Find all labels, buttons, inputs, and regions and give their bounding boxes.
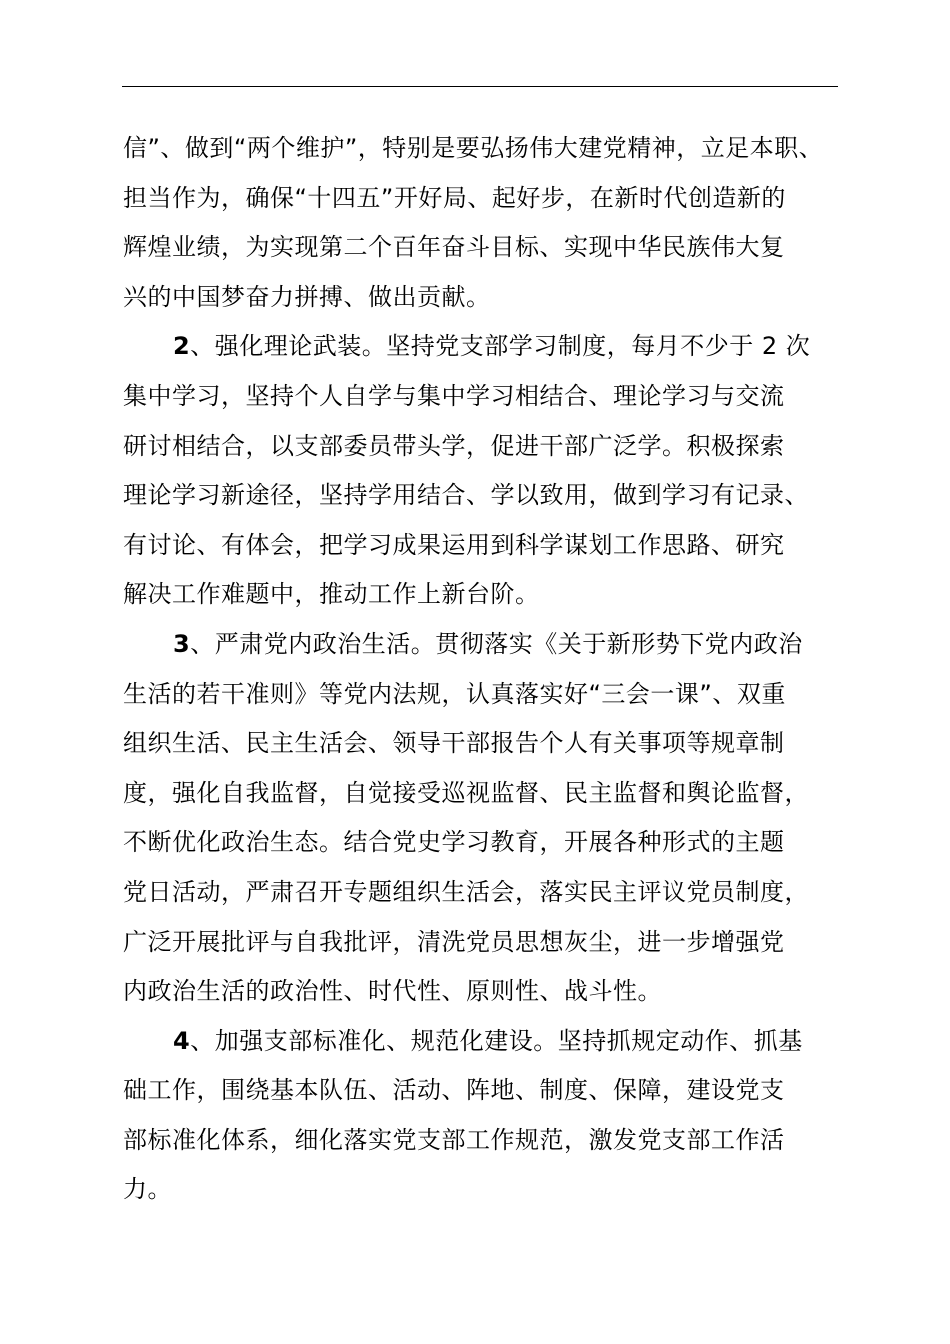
line-text: 解决工作难题中，推动工作上新台阶。 — [123, 580, 540, 609]
line-text: 础工作，围绕基本队伍、活动、阵地、制度、保障，建设党支 — [123, 1076, 785, 1105]
text-line — [123, 868, 839, 918]
item-number: 2 — [173, 332, 191, 361]
text-line — [123, 273, 839, 323]
line-text: 信”、做到“两个维护”，特别是要弘扬伟大建党精神，立足本职、 — [123, 134, 824, 162]
line-text: 广泛开展批评与自我批评，清洗党员思想灰尘，进一步增强党 — [123, 927, 785, 956]
item-number: 4 — [173, 1026, 191, 1055]
line-text: 研讨相结合，以支部委员带头学，促进干部广泛学。积极探索 — [123, 431, 785, 460]
text-line — [123, 719, 839, 769]
line-text: 集中学习，坚持个人自学与集中学习相结合、理论学习与交流 — [123, 381, 785, 410]
text-line — [123, 422, 839, 472]
line-text: 辉煌业绩，为实现第二个百年奋斗目标、实现中华民族伟大复 — [123, 233, 785, 262]
text-line — [123, 521, 839, 571]
text-line — [123, 322, 839, 372]
text-line — [123, 1116, 839, 1166]
line-text: 、强化理论武装。坚持党支部学习制度，每月不少于 2 次 — [190, 332, 811, 361]
line-text: 、严肃党内政治生活。贯彻落实《关于新形势下党内政治 — [190, 629, 803, 658]
line-text: 兴的中国梦奋力拼搏、做出贡献。 — [123, 282, 491, 311]
line-text: 组织生活、民主生活会、领导干部报告个人有关事项等规章制 — [123, 729, 785, 758]
text-line — [123, 967, 839, 1017]
text-line — [123, 620, 839, 670]
line-text: 担当作为，确保“十四五”开好局、起好步，在新时代创造新的 — [123, 183, 786, 212]
text-line — [123, 818, 839, 868]
text-line — [123, 124, 839, 174]
header-rule — [122, 86, 838, 87]
text-line — [123, 769, 839, 819]
line-text: 内政治生活的政治性、时代性、原则性、战斗性。 — [123, 977, 662, 1006]
text-line — [123, 1066, 839, 1116]
line-text: 、加强支部标准化、规范化建设。坚持抓规定动作、抓基 — [190, 1026, 803, 1055]
line-text: 不断优化政治生态。结合党史学习教育，开展各种形式的主题 — [123, 828, 785, 857]
text-line — [123, 570, 839, 620]
line-text: 部标准化体系，细化落实党支部工作规范，激发党支部工作活 — [123, 1125, 785, 1154]
text-line — [123, 918, 839, 968]
line-text: 生活的若干准则》等党内法规，认真落实好“三会一课”、双重 — [123, 679, 786, 708]
item-number: 3 — [173, 629, 191, 658]
text-line — [123, 372, 839, 422]
line-text: 有讨论、有体会，把学习成果运用到科学谋划工作思路、研究 — [123, 530, 785, 559]
text-line — [123, 1017, 839, 1067]
text-line — [123, 174, 839, 224]
text-line — [123, 223, 839, 273]
text-line — [123, 471, 839, 521]
line-text: 度，强化自我监督，自觉接受巡视监督、民主监督和舆论监督， — [123, 778, 809, 807]
line-text: 力。 — [123, 1175, 172, 1204]
line-text: 党日活动，严肃召开专题组织生活会，落实民主评议党员制度， — [123, 877, 809, 906]
text-line — [123, 1165, 839, 1215]
line-text: 理论学习新途径，坚持学用结合、学以致用，做到学习有记录、 — [123, 481, 809, 510]
document-body — [123, 124, 839, 1215]
text-line — [123, 670, 839, 720]
